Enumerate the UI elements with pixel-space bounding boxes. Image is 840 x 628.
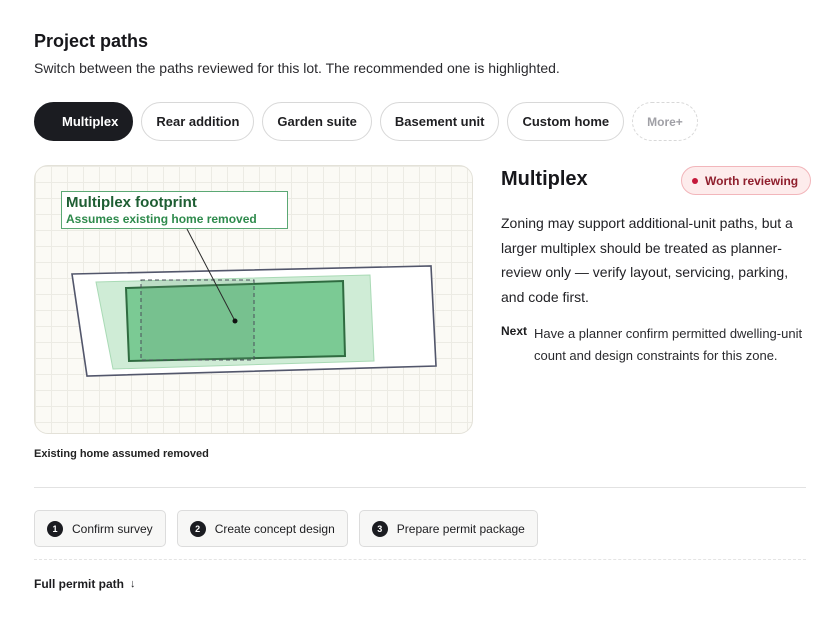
detail-description: Zoning may support additional-unit paths, but a larger multiplex should be treated as planner-review only — verify layout, servicing, parking, and code first. <box>501 215 793 305</box>
step-label: Confirm survey <box>72 521 153 536</box>
tab-custom-home[interactable]: Custom home <box>507 102 624 141</box>
step-prepare-permit-package[interactable] <box>359 510 538 547</box>
page-title: Project paths <box>34 31 149 51</box>
arrow-down-icon: ↓ <box>130 578 136 590</box>
callout-title: Multiplex footprint <box>66 194 197 211</box>
tab-more[interactable]: More+ <box>632 102 698 141</box>
map-caption: Existing home assumed removed <box>34 448 209 460</box>
step-label: Create concept design <box>214 521 335 536</box>
lot-map <box>34 165 473 434</box>
full-permit-path-label: Full permit path <box>34 577 124 591</box>
path-tabs <box>34 102 698 141</box>
step-number: 2 <box>190 521 206 537</box>
permit-steps <box>34 510 538 547</box>
status-badge-label: Worth reviewing <box>705 173 799 188</box>
step-create-concept-design[interactable] <box>177 510 348 547</box>
detail-title: Multiplex <box>501 168 588 190</box>
full-permit-path-link[interactable] <box>34 577 136 591</box>
step-number: 1 <box>47 521 63 537</box>
next-text: Have a planner confirm permitted dwelling-unit count and design constraints for this zone. <box>534 326 803 363</box>
section-divider <box>34 487 806 488</box>
tab-basement-unit[interactable]: Basement unit <box>380 102 500 141</box>
footer-divider <box>34 559 806 560</box>
footprint-callout <box>61 191 288 229</box>
callout-subtitle: Assumes existing home removed <box>66 212 257 226</box>
step-number: 3 <box>372 521 388 537</box>
tab-garden-suite[interactable]: Garden suite <box>262 102 371 141</box>
tab-rear-addition[interactable]: Rear addition <box>141 102 254 141</box>
step-confirm-survey[interactable] <box>34 510 166 547</box>
tab-multiplex[interactable]: Multiplex <box>34 102 133 141</box>
status-dot-icon <box>692 178 698 184</box>
next-label: Next <box>501 324 528 338</box>
status-badge <box>681 166 811 195</box>
footprint-center-dot <box>233 319 238 324</box>
step-label: Prepare permit package <box>396 521 525 536</box>
page-subtitle: Switch between the paths reviewed for this lot. The recommended one is highlighted. <box>34 60 560 76</box>
